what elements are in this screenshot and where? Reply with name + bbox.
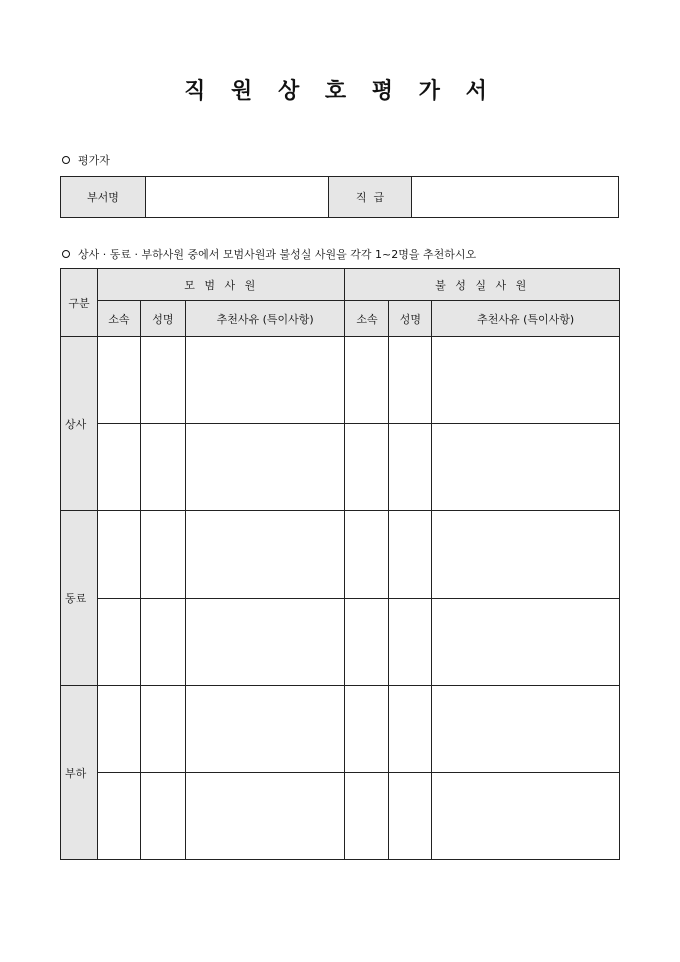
group-colleague: 동료 <box>61 511 98 686</box>
entry-cell[interactable] <box>389 599 432 686</box>
entry-cell[interactable] <box>185 599 345 686</box>
entry-cell[interactable] <box>97 599 140 686</box>
entry-cell[interactable] <box>389 337 432 424</box>
category-header: 구분 <box>61 269 98 337</box>
entry-cell[interactable] <box>432 599 620 686</box>
section-evaluator <box>62 152 110 168</box>
model-employee-header: 모 범 사 원 <box>97 269 345 301</box>
section-evaluator-label: 평가자 <box>78 154 110 167</box>
entry-cell[interactable] <box>389 511 432 599</box>
entry-cell[interactable] <box>432 686 620 773</box>
sub-header-affiliation: 소속 <box>97 301 140 337</box>
dept-value-cell[interactable] <box>146 177 329 218</box>
dept-label-cell: 부서명 <box>61 177 146 218</box>
section-recommend-label: 상사 · 동료 · 부하사원 중에서 모범사원과 불성실 사원을 각각 1~2명을 추천하시오 <box>78 248 477 261</box>
circle-bullet-icon <box>62 250 70 258</box>
unfaithful-employee-header: 불 성 실 사 원 <box>345 269 620 301</box>
entry-cell[interactable] <box>140 511 185 599</box>
entry-cell[interactable] <box>97 686 140 773</box>
entry-cell[interactable] <box>345 686 389 773</box>
entry-cell[interactable] <box>432 773 620 860</box>
table-row <box>61 599 620 686</box>
entry-cell[interactable] <box>140 599 185 686</box>
table-row <box>61 686 620 773</box>
group-subordinate: 부하 <box>61 686 98 860</box>
table-row <box>61 337 620 424</box>
entry-cell[interactable] <box>97 511 140 599</box>
sub-header-reason: 추천사유 (특이사항) <box>185 301 345 337</box>
entry-cell[interactable] <box>432 424 620 511</box>
entry-cell[interactable] <box>97 337 140 424</box>
sub-header-name: 성명 <box>389 301 432 337</box>
entry-cell[interactable] <box>185 337 345 424</box>
entry-cell[interactable] <box>345 424 389 511</box>
entry-cell[interactable] <box>140 773 185 860</box>
entry-cell[interactable] <box>185 424 345 511</box>
rank-value-cell[interactable] <box>412 177 619 218</box>
entry-cell[interactable] <box>140 337 185 424</box>
group-superior: 상사 <box>61 337 98 511</box>
entry-cell[interactable] <box>432 337 620 424</box>
sub-header-affiliation: 소속 <box>345 301 389 337</box>
entry-cell[interactable] <box>185 511 345 599</box>
entry-cell[interactable] <box>97 424 140 511</box>
entry-cell[interactable] <box>345 511 389 599</box>
entry-cell[interactable] <box>389 773 432 860</box>
table-row <box>61 773 620 860</box>
entry-cell[interactable] <box>432 511 620 599</box>
section-recommend <box>62 246 476 262</box>
sub-header-name: 성명 <box>140 301 185 337</box>
entry-cell[interactable] <box>140 424 185 511</box>
entry-cell[interactable] <box>185 773 345 860</box>
circle-bullet-icon <box>62 156 70 164</box>
sub-header-reason: 추천사유 (특이사항) <box>432 301 620 337</box>
evaluation-table <box>60 268 620 860</box>
entry-cell[interactable] <box>140 686 185 773</box>
entry-cell[interactable] <box>185 686 345 773</box>
entry-cell[interactable] <box>345 773 389 860</box>
table-row <box>61 511 620 599</box>
document-title: 직 원 상 호 평 가 서 <box>184 78 496 104</box>
evaluator-info-table <box>60 176 619 218</box>
entry-cell[interactable] <box>389 686 432 773</box>
entry-cell[interactable] <box>389 424 432 511</box>
entry-cell[interactable] <box>97 773 140 860</box>
entry-cell[interactable] <box>345 337 389 424</box>
entry-cell[interactable] <box>345 599 389 686</box>
rank-label-cell: 직 급 <box>329 177 412 218</box>
table-row <box>61 424 620 511</box>
